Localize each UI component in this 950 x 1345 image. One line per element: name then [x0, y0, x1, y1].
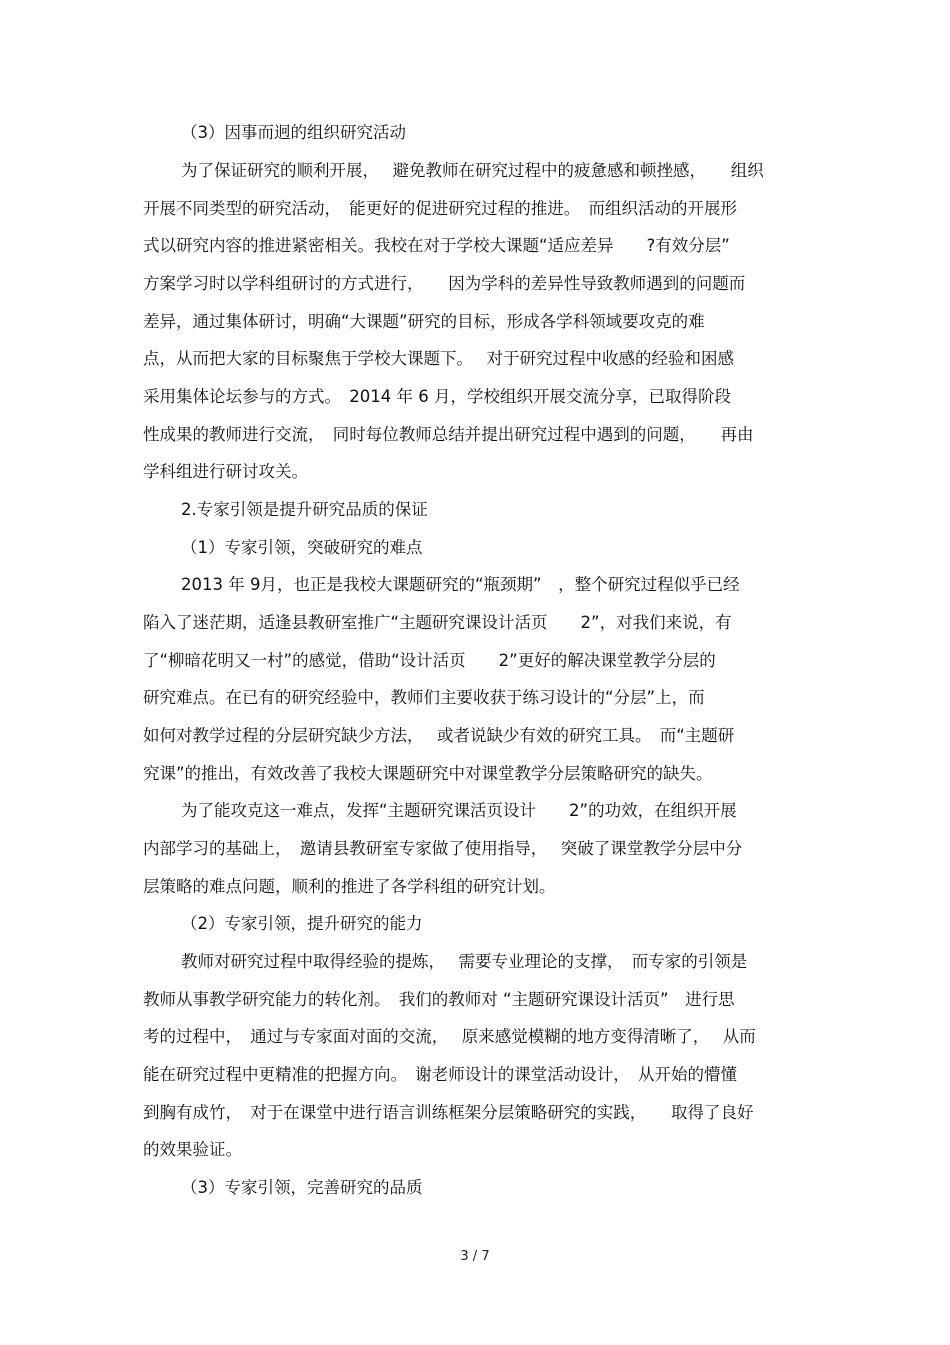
- paragraph-line: 性成果的教师进行交流， 同时每位教师总结并提出研究过程中遇到的问题， 再由: [143, 425, 754, 444]
- paragraph-line: 到胸有成竹， 对于在课堂中进行语言训练框架分层策略研究的实践， 取得了良好: [143, 1103, 754, 1122]
- paragraph-line: 点，从而把大家的目标聚焦于学校大课题下。 对于研究过程中收感的经验和困感: [143, 349, 734, 368]
- paragraph-line: 究课”的推出，有效改善了我校大课题研究中对课堂教学分层策略研究的缺失。: [143, 764, 713, 783]
- paragraph-line: 为了保证研究的顺利开展， 避免教师在研究过程中的疲惫感和顿挫感， 组织: [181, 161, 764, 180]
- paragraph-line: 内部学习的基础上， 邀请县教研室专家做了使用指导， 突破了课堂教学分层中分: [143, 839, 743, 858]
- paragraph-line: 为了能攻克这一难点，发挥“主题研究课活页设计 2”的功效，在组织开展: [181, 801, 737, 820]
- paragraph-line: 研究难点。在已有的研究经验中，教师们主要收获于练习设计的“分层”上，而: [143, 688, 705, 707]
- paragraph-line: 考的过程中， 通过与专家面对面的交流， 原来感觉模糊的地方变得清晰了， 从而: [143, 1027, 756, 1046]
- paragraph-line: 教师对研究过程中取得经验的提炼， 需要专业理论的支撑， 而专家的引领是: [181, 952, 748, 971]
- paragraph-line: 采用集体论坛参与的方式。 2014 年 6 月，学校组织开展交流分享，已取得阶段: [143, 387, 731, 406]
- subheading-3-improve-quality: （3）专家引领，完善研究的品质: [181, 1178, 423, 1197]
- paragraph-line: 差异，通过集体研讨，明确“大课题”研究的目标，形成各学科领域要攻克的难: [143, 312, 705, 331]
- page-number: 3 / 7: [460, 1249, 490, 1264]
- paragraph-line: 如何对教学过程的分层研究缺少方法， 或者说缺少有效的研究工具。 而“主题研: [143, 726, 735, 745]
- paragraph-line: 层策略的难点问题，顺利的推进了各学科组的研究计划。: [143, 877, 556, 896]
- section-heading-2: 2.专家引领是提升研究品质的保证: [181, 500, 428, 519]
- paragraph-line: 学科组进行研讨攻关。: [143, 462, 308, 481]
- subheading-2-improve-ability: （2）专家引领，提升研究的能力: [181, 914, 423, 933]
- subheading-1-breakthrough: （1）专家引领，突破研究的难点: [181, 538, 423, 557]
- subheading-3-organize-activities: （3）因事而迥的组织研究活动: [181, 123, 406, 142]
- paragraph-line: 方案学习时以学科组研讨的方式进行， 因为学科的差异性导致教师遇到的问题而: [143, 274, 746, 293]
- paragraph-line: 式以研究内容的推进紧密相关。我校在对于学校大课题“适应差异 ?有效分层”: [143, 236, 730, 255]
- paragraph-line: 教师从事教学研究能力的转化剂。 我们的教师对 “主题研究课设计活页” 进行思: [143, 990, 735, 1009]
- paragraph-line: 的效果验证。: [143, 1140, 242, 1159]
- paragraph-line: 了“柳暗花明又一村”的感觉，借助“设计活页 2”更好的解决课堂教学分层的: [143, 651, 716, 670]
- paragraph-line: 2013 年 9月，也正是我校大课题研究的“瓶颈期” ，整个研究过程似乎已经: [181, 575, 740, 594]
- paragraph-line: 开展不同类型的研究活动， 能更好的促进研究过程的推进。 而组织活动的开展形: [143, 199, 737, 218]
- paragraph-line: 能在研究过程中更精准的把握方向。 谢老师设计的课堂活动设计， 从开始的懵懂: [143, 1065, 737, 1084]
- paragraph-line: 陷入了迷茫期，适逢县教研室推广“主题研究课设计活页 2”，对我们来说，有: [143, 613, 732, 632]
